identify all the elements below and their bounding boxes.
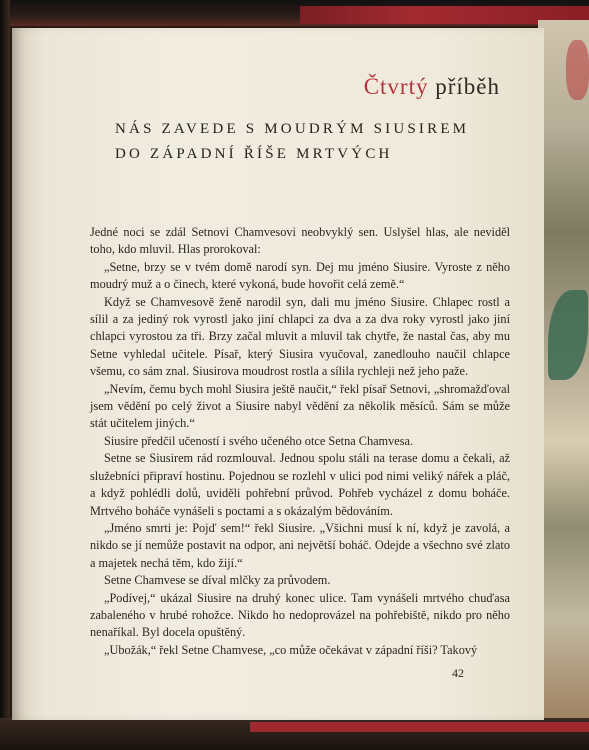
book-page	[12, 28, 544, 720]
paragraph: Siusire předčil učeností i svého učeného otce Setna Chamvesa.	[104, 433, 414, 448]
chapter-title-rest: příběh	[428, 74, 500, 99]
paragraph: Setne se Siusirem rád rozmlouval. Jednou spolu stáli na terase domu a čekali, až služebníci připraví hostinu. Pojednou se rozlehl v ulici pod nimi veliký nářek a pláč, a když pohlédli dolů, uviděli pohřební průvod. Pohřeb vycházel z domu boháče. Mrtvého boháče vynášeli s poctami a s okázalým bědováním.	[90, 451, 510, 518]
paragraph: „Podívej,“ ukázal Siusire na druhý konec ulice. Tam vynášeli mrtvého chuďasa zabaleného v hrubé rohožce. Nikdo ho nedoprovázel na pohřebiště, nikdo pro něho nenaříkal. Byl docela opuštěný.	[90, 590, 510, 640]
paragraph: „Setne, brzy se v tvém domě narodí syn. Dej mu jméno Siusire. Vyroste z něho moudrý muž a o činech, které vykoná, bude hovořit celá země.“	[90, 259, 510, 292]
paragraph: „Jméno smrti je: Pojď sem!“ řekl Siusire. „Všichni musí k ní, když je zavolá, a nikdo se jí nemůže postavit na odpor, ani největší boháč. Odejde a všechno své zlato a majetek nechá těm, kdo žijí.“	[90, 520, 510, 570]
page-number: 42	[452, 666, 464, 680]
paragraph: Jedné noci se zdál Setnovi Chamvesovi neobvyklý sen. Uslyšel hlas, ale neviděl toho, kdo mluvil. Hlas prorokoval:	[90, 225, 510, 257]
paragraph: „Ubožák,“ řekl Setne Chamvese, „co může očekávat v západní říši? Takový	[104, 642, 478, 657]
book-cover-bottom-red	[250, 722, 589, 732]
chapter-subtitle-line-2: DO ZÁPADNÍ ŘÍŠE MRTVÝCH	[115, 146, 393, 162]
chapter-subtitle-line-1: NÁS ZAVEDE S MOUDRÝM SIUSIREM	[115, 121, 470, 137]
illustration-red-detail	[566, 40, 589, 100]
chapter-title-accent: Čtvrtý	[363, 74, 429, 99]
chapter-body-text	[90, 224, 510, 659]
paragraph: Setne Chamvese se díval mlčky za průvodem.	[104, 573, 331, 588]
chapter-title	[12, 74, 500, 100]
book-left-edge	[0, 0, 10, 750]
paragraph: „Nevím, čemu bych mohl Siusira ještě naučit,“ řekl písař Setnovi, „shromažďoval jsem vědění po celý život a Siusire nabyl vědění za několik měsíců. Sám se může stát učitelem jiných.“	[90, 381, 510, 431]
paragraph: Když se Chamvesově ženě narodil syn, dali mu jméno Siusire. Chlapec rostl a sílil a za jediný rok vyrostl jako jiní chlapci za dva a za dva roky vyrostl jako jiní chlapci vyrostou za tři. Brzy začal mluvit a mluvil tak chytře, že nastal čas, aby mu Setne vyhledal učitele. Písař, který Siusira vyučoval, zanedlouho naučil chlapce všemu, co sám znal. Siusirova moudrost rostla a sílila rychleji než jeho paže.	[90, 294, 510, 379]
